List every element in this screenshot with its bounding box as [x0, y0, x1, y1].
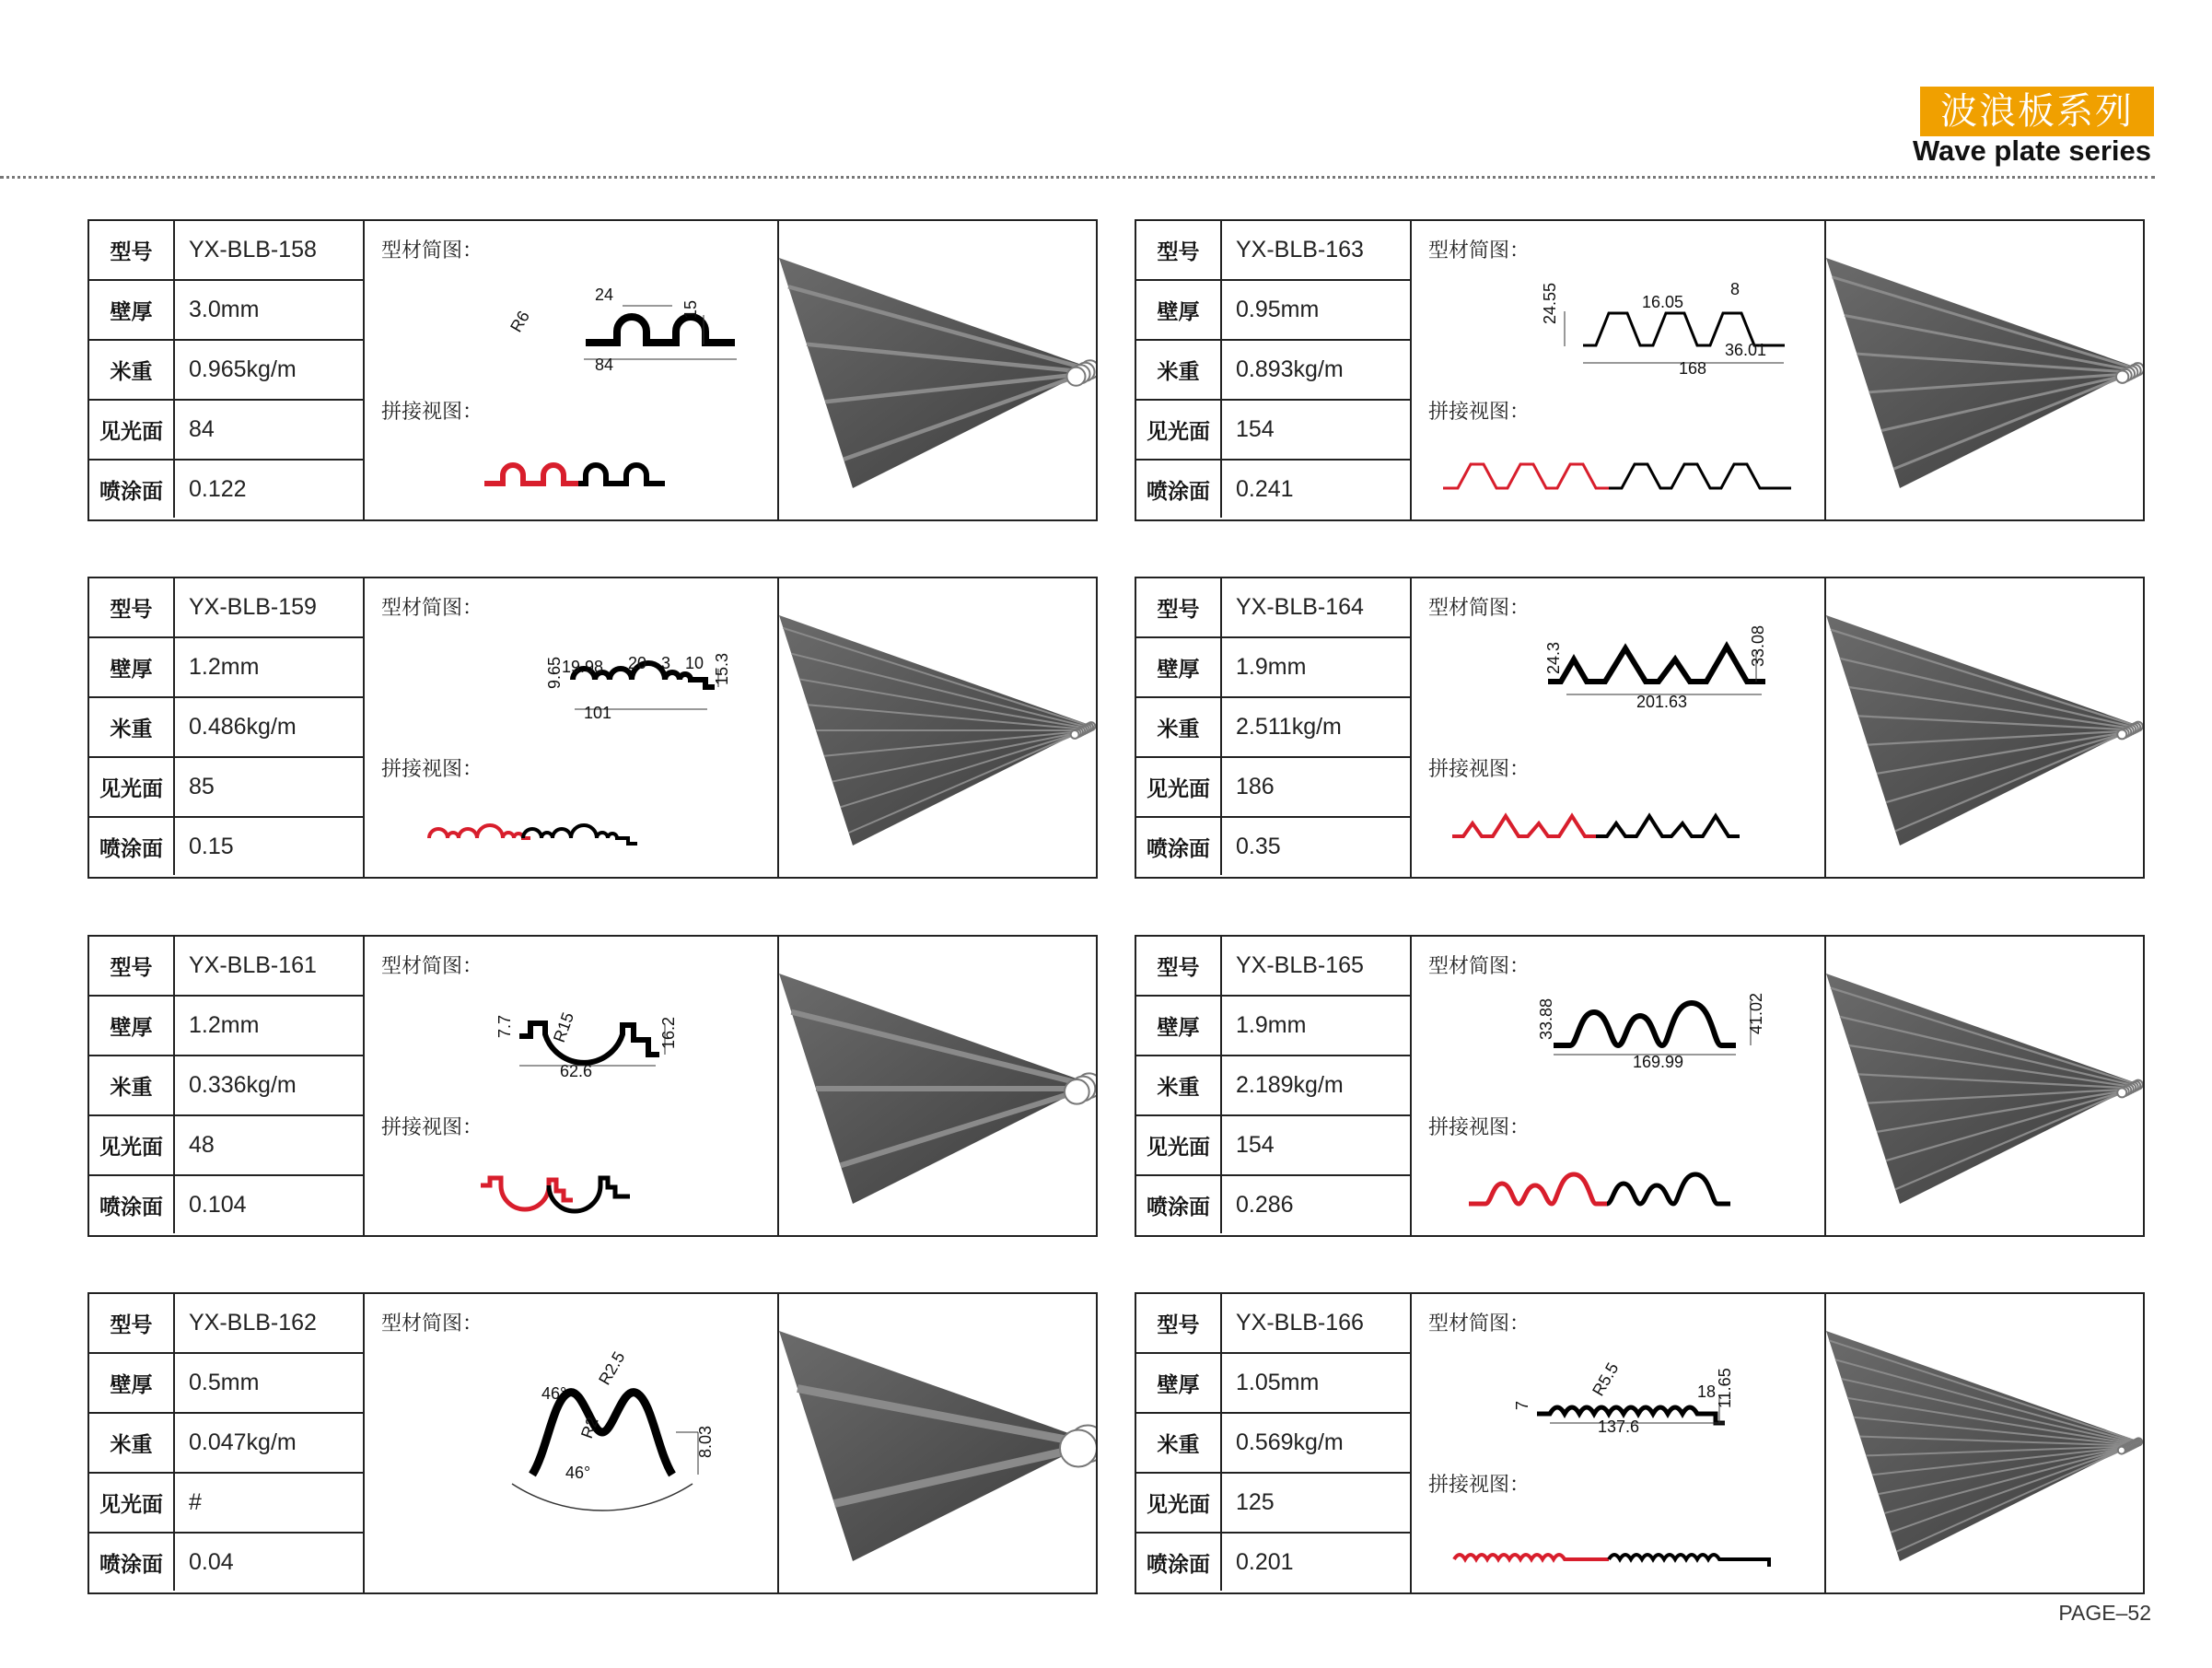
spec-row-spray	[1136, 1176, 1410, 1233]
product-card	[1135, 219, 2145, 521]
spec-row-spray	[89, 1534, 363, 1591]
spec-row-model	[89, 578, 363, 638]
spec-label-wall: 壁厚	[89, 281, 175, 339]
product-card	[87, 935, 1098, 1237]
dimension-label: 3	[661, 654, 671, 672]
spec-row-model	[1136, 937, 1410, 997]
spec-value-wall: 1.2mm	[189, 654, 260, 680]
spec-row-weight	[1136, 1414, 1410, 1474]
spec-row-model	[1136, 1294, 1410, 1354]
dimension-label: 18	[1697, 1382, 1717, 1401]
spec-label-wall: 壁厚	[1136, 281, 1222, 339]
product-photo	[779, 1294, 1096, 1592]
product-card	[87, 1292, 1098, 1594]
spec-table	[1136, 221, 1412, 519]
diagram-panel	[1412, 578, 1826, 877]
spec-label-model: 型号	[89, 578, 175, 636]
spec-value-spray: 0.04	[189, 1548, 234, 1575]
dimension-label: 19.98	[562, 658, 604, 676]
spec-value-visible: 85	[189, 774, 215, 799]
diagram-caption: 型材简图：	[381, 239, 483, 262]
spec-row-spray	[1136, 818, 1410, 875]
spec-value-spray: 0.15	[189, 833, 234, 859]
dimension-label: 24	[595, 286, 614, 304]
spec-label-visible: 见光面	[1136, 1116, 1222, 1174]
spec-table	[89, 937, 365, 1235]
spec-label-model: 型号	[89, 937, 175, 995]
dimension-label: 15	[681, 299, 700, 319]
spec-table	[89, 578, 365, 877]
dimension-label: R5.5	[1589, 1359, 1623, 1399]
spec-row-visible	[1136, 1474, 1410, 1534]
spec-row-model	[89, 937, 363, 997]
spec-value-model: YX-BLB-161	[189, 952, 317, 978]
spec-label-spray: 喷涂面	[89, 1176, 175, 1233]
product-photo	[779, 221, 1096, 519]
spec-row-visible	[1136, 401, 1410, 461]
joint-caption: 拼接视图：	[381, 1116, 483, 1139]
spec-label-visible: 见光面	[1136, 401, 1222, 459]
spec-label-visible: 见光面	[1136, 1474, 1222, 1532]
spec-label-weight: 米重	[89, 698, 175, 756]
product-card	[1135, 1292, 2145, 1594]
spec-label-spray: 喷涂面	[89, 818, 175, 875]
diagram-caption: 型材简图：	[381, 597, 483, 620]
spec-label-wall: 壁厚	[89, 1354, 175, 1412]
spec-label-wall: 壁厚	[1136, 1354, 1222, 1412]
spec-row-weight	[89, 341, 363, 401]
spec-value-weight: 0.047kg/m	[189, 1429, 297, 1455]
spec-value-weight: 0.965kg/m	[189, 356, 297, 382]
spec-value-visible: #	[189, 1489, 202, 1515]
spec-label-model: 型号	[1136, 221, 1222, 279]
spec-value-wall: 1.9mm	[1236, 1012, 1307, 1038]
spec-value-visible: 186	[1236, 774, 1275, 799]
spec-value-visible: 154	[1236, 1132, 1275, 1158]
spec-label-weight: 米重	[89, 1056, 175, 1114]
spec-row-wall	[1136, 1354, 1410, 1414]
dimension-label: R6	[506, 308, 533, 335]
dimension-label: 33.88	[1537, 997, 1555, 1040]
spec-value-spray: 0.35	[1236, 833, 1281, 859]
spec-row-wall	[1136, 997, 1410, 1056]
page-number: PAGE–52	[2058, 1601, 2151, 1625]
spec-label-spray: 喷涂面	[1136, 1176, 1222, 1233]
spec-label-spray: 喷涂面	[1136, 818, 1222, 875]
spec-value-spray: 0.241	[1236, 475, 1294, 502]
spec-value-spray: 0.104	[189, 1191, 247, 1218]
diagram-caption: 型材简图：	[1428, 239, 1531, 262]
spec-table	[1136, 937, 1412, 1235]
joint-caption: 拼接视图：	[1428, 1474, 1531, 1497]
profile-drawing	[1412, 578, 1824, 877]
spec-value-weight: 2.189kg/m	[1236, 1072, 1344, 1098]
diagram-panel	[365, 221, 779, 519]
product-photo	[779, 937, 1096, 1235]
dimension-label: 169.99	[1633, 1053, 1684, 1071]
spec-row-spray	[89, 818, 363, 875]
diagram-caption: 型材简图：	[1428, 1312, 1531, 1336]
spec-value-spray: 0.201	[1236, 1548, 1294, 1575]
spec-row-visible	[89, 401, 363, 461]
spec-value-model: YX-BLB-163	[1236, 237, 1364, 262]
dimension-label: 8.03	[696, 1425, 715, 1458]
diagram-caption: 型材简图：	[1428, 955, 1531, 978]
dimension-label: R2	[576, 1414, 602, 1441]
profile-drawing	[365, 578, 777, 877]
dimension-label: 46°	[541, 1384, 567, 1403]
spec-value-wall: 1.9mm	[1236, 654, 1307, 680]
dimension-label: 46°	[565, 1464, 591, 1482]
product-photo	[1826, 1294, 2143, 1592]
dimension-label: 36.01	[1725, 341, 1767, 359]
spec-label-visible: 见光面	[89, 758, 175, 816]
spec-row-wall	[89, 281, 363, 341]
spec-value-visible: 48	[189, 1132, 215, 1158]
spec-value-model: YX-BLB-164	[1236, 594, 1364, 620]
spec-row-weight	[1136, 341, 1410, 401]
profile-drawing	[1412, 221, 1824, 519]
dimension-label: 8	[1730, 280, 1740, 298]
spec-value-weight: 0.486kg/m	[189, 714, 297, 740]
spec-row-spray	[1136, 1534, 1410, 1591]
diagram-panel	[365, 1294, 779, 1592]
dimension-label: 62.6	[560, 1062, 593, 1080]
spec-value-spray: 0.122	[189, 475, 247, 502]
dimension-label: 24.3	[1544, 641, 1563, 674]
dimension-label: 101	[584, 704, 612, 722]
spec-label-spray: 喷涂面	[1136, 461, 1222, 518]
product-card	[1135, 935, 2145, 1237]
dimension-label: 7	[1513, 1400, 1531, 1410]
dimension-label: 41.02	[1747, 992, 1765, 1034]
spec-label-model: 型号	[1136, 578, 1222, 636]
dimension-label: R15	[549, 1009, 578, 1045]
spec-value-weight: 0.336kg/m	[189, 1072, 297, 1098]
spec-label-weight: 米重	[1136, 341, 1222, 399]
spec-row-visible	[1136, 758, 1410, 818]
diagram-panel	[1412, 1294, 1826, 1592]
joint-caption: 拼接视图：	[1428, 401, 1531, 424]
joint-caption: 拼接视图：	[381, 758, 483, 781]
spec-row-wall	[1136, 281, 1410, 341]
spec-row-visible	[1136, 1116, 1410, 1176]
product-photo	[1826, 221, 2143, 519]
joint-caption: 拼接视图：	[1428, 1116, 1531, 1139]
spec-value-visible: 84	[189, 416, 215, 442]
spec-value-wall: 1.05mm	[1236, 1370, 1320, 1395]
dimension-label: R2.5	[595, 1348, 629, 1388]
dimension-label: 9.65	[545, 656, 564, 689]
dimension-label: 16.05	[1642, 293, 1684, 311]
spec-value-wall: 1.2mm	[189, 1012, 260, 1038]
product-card	[1135, 577, 2145, 879]
spec-label-weight: 米重	[89, 341, 175, 399]
profile-drawing	[1412, 937, 1824, 1235]
product-photo	[1826, 578, 2143, 877]
dimension-label: 10	[685, 654, 704, 672]
header-divider	[0, 176, 2155, 179]
joint-caption: 拼接视图：	[381, 401, 483, 424]
spec-row-weight	[89, 1414, 363, 1474]
spec-value-visible: 154	[1236, 416, 1275, 442]
spec-label-visible: 见光面	[89, 1116, 175, 1174]
spec-row-weight	[89, 1056, 363, 1116]
spec-row-visible	[89, 758, 363, 818]
spec-table	[1136, 578, 1412, 877]
spec-row-visible	[89, 1116, 363, 1176]
spec-row-model	[89, 221, 363, 281]
spec-label-model: 型号	[89, 221, 175, 279]
spec-row-spray	[89, 461, 363, 518]
dimension-label: 11.65	[1716, 1368, 1734, 1408]
dimension-label: 84	[595, 356, 614, 374]
profile-drawing	[365, 937, 777, 1235]
spec-label-visible: 见光面	[89, 401, 175, 459]
profile-drawing	[365, 1294, 777, 1592]
spec-label-wall: 壁厚	[1136, 997, 1222, 1055]
spec-value-model: YX-BLB-162	[189, 1310, 317, 1336]
dimension-label: 24.55	[1541, 282, 1559, 324]
spec-row-weight	[1136, 1056, 1410, 1116]
spec-value-weight: 0.569kg/m	[1236, 1429, 1344, 1455]
spec-label-spray: 喷涂面	[1136, 1534, 1222, 1591]
spec-label-weight: 米重	[1136, 1414, 1222, 1472]
product-photo	[1826, 937, 2143, 1235]
diagram-caption: 型材简图：	[381, 1312, 483, 1336]
dimension-label: 137.6	[1598, 1417, 1640, 1436]
diagram-panel	[1412, 937, 1826, 1235]
spec-label-wall: 壁厚	[89, 638, 175, 696]
spec-row-wall	[89, 638, 363, 698]
spec-label-visible: 见光面	[89, 1474, 175, 1532]
spec-row-spray	[89, 1176, 363, 1233]
spec-label-model: 型号	[89, 1294, 175, 1352]
spec-value-model: YX-BLB-166	[1236, 1310, 1364, 1336]
dimension-label: 7.7	[495, 1014, 514, 1038]
diagram-panel	[365, 578, 779, 877]
spec-value-model: YX-BLB-165	[1236, 952, 1364, 978]
spec-value-weight: 2.511kg/m	[1236, 714, 1342, 740]
spec-row-visible	[89, 1474, 363, 1534]
spec-value-model: YX-BLB-158	[189, 237, 317, 262]
spec-label-spray: 喷涂面	[89, 1534, 175, 1591]
series-subtitle: Wave plate series	[1912, 134, 2151, 167]
spec-value-wall: 0.95mm	[1236, 297, 1320, 322]
product-card	[87, 577, 1098, 879]
spec-table	[89, 1294, 365, 1592]
spec-table	[89, 221, 365, 519]
spec-row-model	[1136, 221, 1410, 281]
spec-row-model	[89, 1294, 363, 1354]
dimension-label: 20	[628, 654, 647, 672]
spec-row-weight	[1136, 698, 1410, 758]
spec-label-wall: 壁厚	[1136, 638, 1222, 696]
spec-value-weight: 0.893kg/m	[1236, 356, 1344, 382]
spec-label-visible: 见光面	[1136, 758, 1222, 816]
series-title-badge: 波浪板系列	[1920, 87, 2154, 136]
spec-row-weight	[89, 698, 363, 758]
dimension-label: 15.3	[713, 652, 731, 685]
spec-label-weight: 米重	[89, 1414, 175, 1472]
spec-value-wall: 0.5mm	[189, 1370, 260, 1395]
diagram-caption: 型材简图：	[1428, 597, 1531, 620]
spec-row-spray	[1136, 461, 1410, 518]
diagram-panel	[1412, 221, 1826, 519]
spec-label-model: 型号	[1136, 937, 1222, 995]
spec-label-weight: 米重	[1136, 1056, 1222, 1114]
diagram-panel	[365, 937, 779, 1235]
dimension-label: 168	[1679, 359, 1707, 378]
spec-label-wall: 壁厚	[89, 997, 175, 1055]
spec-table	[1136, 1294, 1412, 1592]
joint-caption: 拼接视图：	[1428, 758, 1531, 781]
profile-drawing	[1412, 1294, 1824, 1592]
spec-value-wall: 3.0mm	[189, 297, 260, 322]
dimension-label: 16.2	[659, 1016, 678, 1049]
dimension-label: 201.63	[1636, 693, 1688, 711]
spec-row-model	[1136, 578, 1410, 638]
spec-row-wall	[89, 1354, 363, 1414]
product-card	[87, 219, 1098, 521]
spec-row-wall	[1136, 638, 1410, 698]
dimension-label: 33.08	[1749, 624, 1767, 667]
product-photo	[779, 578, 1096, 877]
diagram-caption: 型材简图：	[381, 955, 483, 978]
spec-value-spray: 0.286	[1236, 1191, 1294, 1218]
spec-label-weight: 米重	[1136, 698, 1222, 756]
spec-value-visible: 125	[1236, 1489, 1275, 1515]
spec-label-spray: 喷涂面	[89, 461, 175, 518]
spec-label-model: 型号	[1136, 1294, 1222, 1352]
spec-value-model: YX-BLB-159	[189, 594, 317, 620]
profile-drawing	[365, 221, 777, 519]
spec-row-wall	[89, 997, 363, 1056]
